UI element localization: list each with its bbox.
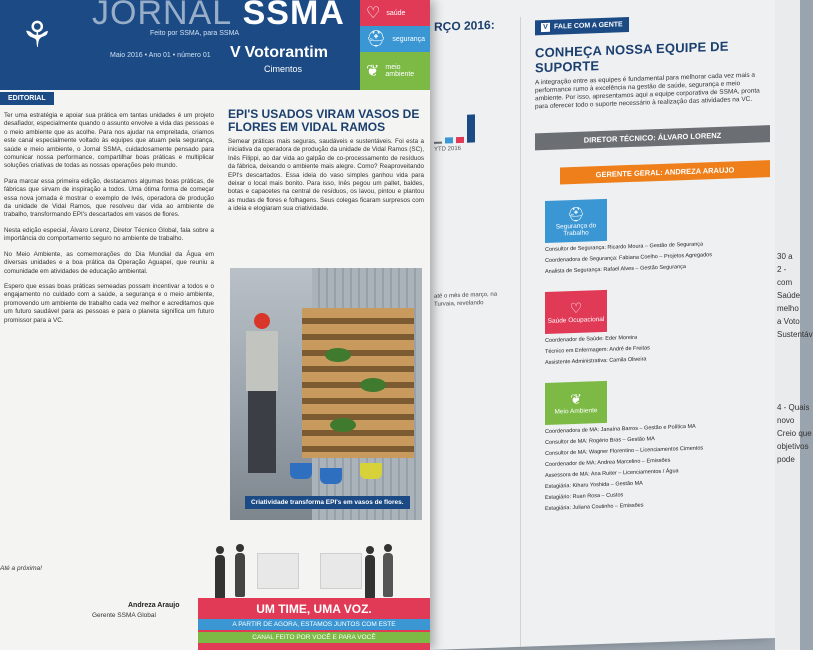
blue-bucket <box>320 468 342 484</box>
section-environment-label: meio ambiente <box>385 64 415 78</box>
teamwork-illustration <box>205 535 405 605</box>
back-page-left-strip <box>430 0 505 650</box>
plant-icon: ❦ <box>366 63 380 80</box>
plant-icon: ❦ <box>570 390 582 408</box>
votorantim-v-icon: V <box>541 23 550 32</box>
role-line: Analista de Segurança: Rafael Alves – Gestão Segurança <box>545 264 686 275</box>
dept-health-name: Saúde Ocupacional <box>547 315 605 325</box>
chart-caption: YTD 2016 <box>434 145 462 153</box>
closing-banner <box>198 598 430 650</box>
title-part1: JORNAL <box>92 0 233 32</box>
section-environment <box>360 52 430 90</box>
edge-text: com <box>777 278 793 287</box>
role-line: Coordenadora de Segurança: Fabiana Coelho – Projetos Agregados <box>545 252 712 264</box>
heart-icon: ♡ <box>569 299 583 317</box>
photo-caption: Criatividade transforma EPI's em vasos de flores. <box>245 496 410 509</box>
fale-tag <box>535 17 629 35</box>
dept-health <box>545 284 770 367</box>
role-line: Consultor de MA: Wagner Florentino – Licenciamentos Cimentos <box>545 445 704 457</box>
article-photo <box>230 268 422 520</box>
mini-bar-chart <box>434 112 501 144</box>
dept-environment-name: Meio Ambiente <box>554 407 598 416</box>
bar-1 <box>434 142 442 144</box>
edge-text: Saúde <box>777 291 801 300</box>
bar-2 <box>445 137 453 143</box>
dept-health-box <box>545 290 607 334</box>
blue-bucket <box>290 463 312 479</box>
dept-safety <box>545 193 770 276</box>
puzzle-piece <box>257 553 299 589</box>
bar-3 <box>456 137 464 143</box>
plant-logo-icon: ⚘ <box>20 14 54 55</box>
org-chart <box>520 8 770 647</box>
role-line: Estagiária: Juliana Coutinho – Emissões <box>545 502 644 512</box>
pallet-planter <box>302 308 414 458</box>
role-line: Estagiária: Kiharu Yoshida – Gestão MA <box>545 480 643 490</box>
banner-line2: A PARTIR DE AGORA, ESTAMOS JUNTOS COM ESTE <box>198 619 430 630</box>
edge-text: a Voto <box>777 317 800 326</box>
hardhat-icon: ⛑ <box>366 31 387 48</box>
editorial-paragraph: Nesta edição especial, Álvaro Lorenz, Diretor Técnico Global, fala sobre a importância do comportamento seguro no ambiente de trabalho. <box>4 226 214 243</box>
edge-text: Sustentáv <box>777 330 813 339</box>
editorial-paragraph: No Meio Ambiente, as comemorações do Dia Mundial da Água em diversas unidades e a boa prática da Operação Aguapeí, que reuniu a comunidade em atividades de educação ambiental. <box>4 250 214 275</box>
banner-line3: CANAL FEITO POR VOCÊ E PARA VOCÊ <box>198 632 430 643</box>
person-figure <box>365 555 375 599</box>
yellow-helmet-pot <box>360 463 382 479</box>
role-line: Consultor de MA: Rogério Bras – Gestão MA <box>545 436 655 446</box>
worker-torso <box>246 331 278 391</box>
editorial-tag: EDITORIAL <box>0 92 54 105</box>
manager-box: GERENTE GERAL: ANDREZA ARAUJO <box>560 160 770 184</box>
dept-environment <box>545 375 770 513</box>
role-line: Coordenadora de MA: Janaína Barros – Gestão e Política MA <box>545 423 696 435</box>
heart-icon: ♡ <box>366 5 381 22</box>
editorial-paragraph: Espero que essas boas práticas semeadas possam incentivar a todos e o engajamento no cuidado com a saúde, a segurança e o meio ambiente, promovendo um ambiente de trabalho cada vez melhor e acreditamos que um futuro saudável para as pessoas e para o planeta significa um futuro promissor para a VC. <box>4 282 214 324</box>
puzzle-piece <box>320 553 362 589</box>
signer-name: Andreza Araujo <box>128 602 180 609</box>
dept-safety-box <box>545 199 607 243</box>
section-safety-label: segurança <box>392 35 426 43</box>
plant <box>360 378 386 392</box>
votorantim-logo <box>230 44 328 62</box>
section-safety <box>360 26 430 52</box>
role-line: Coordenador de MA: Andrea Marcelino – Emissões <box>545 457 671 468</box>
votorantim-v-icon: V <box>230 44 241 61</box>
article-body: Semear práticas mais seguras, saudáveis e sustentáveis. Foi esta a iniciativa da operadora de produção da unidade de Vidal Ramos (SC), Inês Filippi, ao dar vida ao galpão de co-processamento de resíduos da fábrica, deixando o ambiente mais alegre. Como? Reaproveitando EPI's descartados. Essa ideia do vaso simples ganhou vida para deixar o local mais bonito. Para isso, Inês pegou um pallet, baldes, botas e capacetes na central de resíduos, os lavou, pintou e plantou as mudas de flores e folhagens. Seus colegas ficaram surpresos com a ideia e elogiaram sua criatividade. <box>228 138 424 213</box>
brand-sub: Cimentos <box>264 64 303 74</box>
edge-text: 4 - Quais <box>777 403 810 412</box>
edge-text: 30 a <box>777 252 793 261</box>
article-title: EPI'S USADOS VIRAM VASOS DE FLORES EM VIDAL RAMOS <box>228 107 420 134</box>
brand-name: Votorantim <box>244 44 328 61</box>
role-line: Assistente Administrativa: Camila Oliveira <box>545 356 647 366</box>
fale-label: FALE COM A GENTE <box>554 21 623 31</box>
edge-text: objetivos <box>777 442 809 451</box>
title-part2: SSMA <box>242 0 345 32</box>
far-right-page-edge <box>775 0 813 650</box>
edge-text: melho <box>777 304 799 313</box>
worker-legs <box>248 391 276 473</box>
person-figure <box>215 555 225 599</box>
role-line: Coordenador de Saúde: Eder Moreira <box>545 334 638 344</box>
date-fragment: RÇO 2016: <box>434 17 495 34</box>
section-heading: CONHEÇA NOSSA EQUIPE DE SUPORTE <box>535 38 729 76</box>
red-helmet <box>254 313 270 329</box>
left-text: até o mês de março, na Turvaia, revelando <box>434 291 498 308</box>
edge-text: 2 - <box>777 265 787 274</box>
back-page <box>430 0 775 650</box>
issue-date: Maio 2016 • Ano 01 • número 01 <box>110 52 211 59</box>
dept-environment-box <box>545 381 607 425</box>
worker-figure <box>240 313 284 478</box>
role-line: Técnico em Enfermagem: André de Freitas <box>545 345 650 355</box>
hardhat-icon: ⛑ <box>567 205 585 222</box>
section-health <box>360 0 430 26</box>
role-line: Assessora de MA: Ana Ruiter – Licenciamentos / Água <box>545 468 679 479</box>
person-figure <box>235 553 245 597</box>
section-health-label: saúde <box>386 9 406 17</box>
person-figure <box>383 553 393 597</box>
plant <box>325 348 351 362</box>
edge-text: Creio que <box>777 429 812 438</box>
bar-4 <box>467 114 475 142</box>
editorial-column <box>0 108 222 332</box>
signer-role: Gerente SSMA Global <box>92 612 156 619</box>
edge-text: pode <box>777 455 795 464</box>
banner-headline: UM TIME, UMA VOZ. <box>256 602 372 616</box>
editorial-paragraph: Para marcar essa primeira edição, destacamos algumas boas práticas, de fábricas que sirvam de inspiração a todos. Uma ótima forma de começar essa nova jornada é mostrar o exemplo de Ivés, operadora de produção da unidade de Vidal Ramos, que resolveu dar vida ao ambiente de trabalho, transformando EPI's descartados em vasos de flores. <box>4 177 214 219</box>
role-line: Consultor de Segurança: Ricardo Moura – Gestão de Segurança <box>545 241 704 253</box>
role-line: Estagiário: Ruan Rosa – Custos <box>545 492 624 501</box>
dept-safety-name: Segurança do Trabalho <box>555 221 597 237</box>
editorial-paragraph: Ter uma estratégia e apoiar sua prática em tantas unidades é um projeto desafiador, especialmente quando o assunto envolve a vida das pessoas e o meio ambiente que as acolhe. Para nos ajudar na empreitada, criamos este canal especialmente voltado às equipes que atuam pela segurança, saúde e meio ambiente, o Jornal SSMA, cuidadosamente pensado para comunicar nossa performance, compartilhar boas práticas e multiplicar soluções criativas de todas as nossas operações pelo mundo. <box>4 112 214 170</box>
masthead-subtitle: Feito por SSMA, para SSMA <box>150 30 240 37</box>
director-box: DIRETOR TÉCNICO: ÁLVARO LORENZ <box>535 125 770 150</box>
plant <box>330 418 356 432</box>
edge-text: novo <box>777 416 795 425</box>
signoff: Até a próxima! <box>0 565 42 572</box>
intro-text: A integração entre as equipes é fundamental para melhorar cada vez mais a performance rumo à excelência na gestão de saúde, segurança e meio ambiente. Por isso, apresentamos aqui a equipe corporativa de SSMA, pronta para oferecer todo o suporte necessário à realização das atividades na VC. <box>535 71 760 111</box>
newsletter-title <box>92 0 345 33</box>
